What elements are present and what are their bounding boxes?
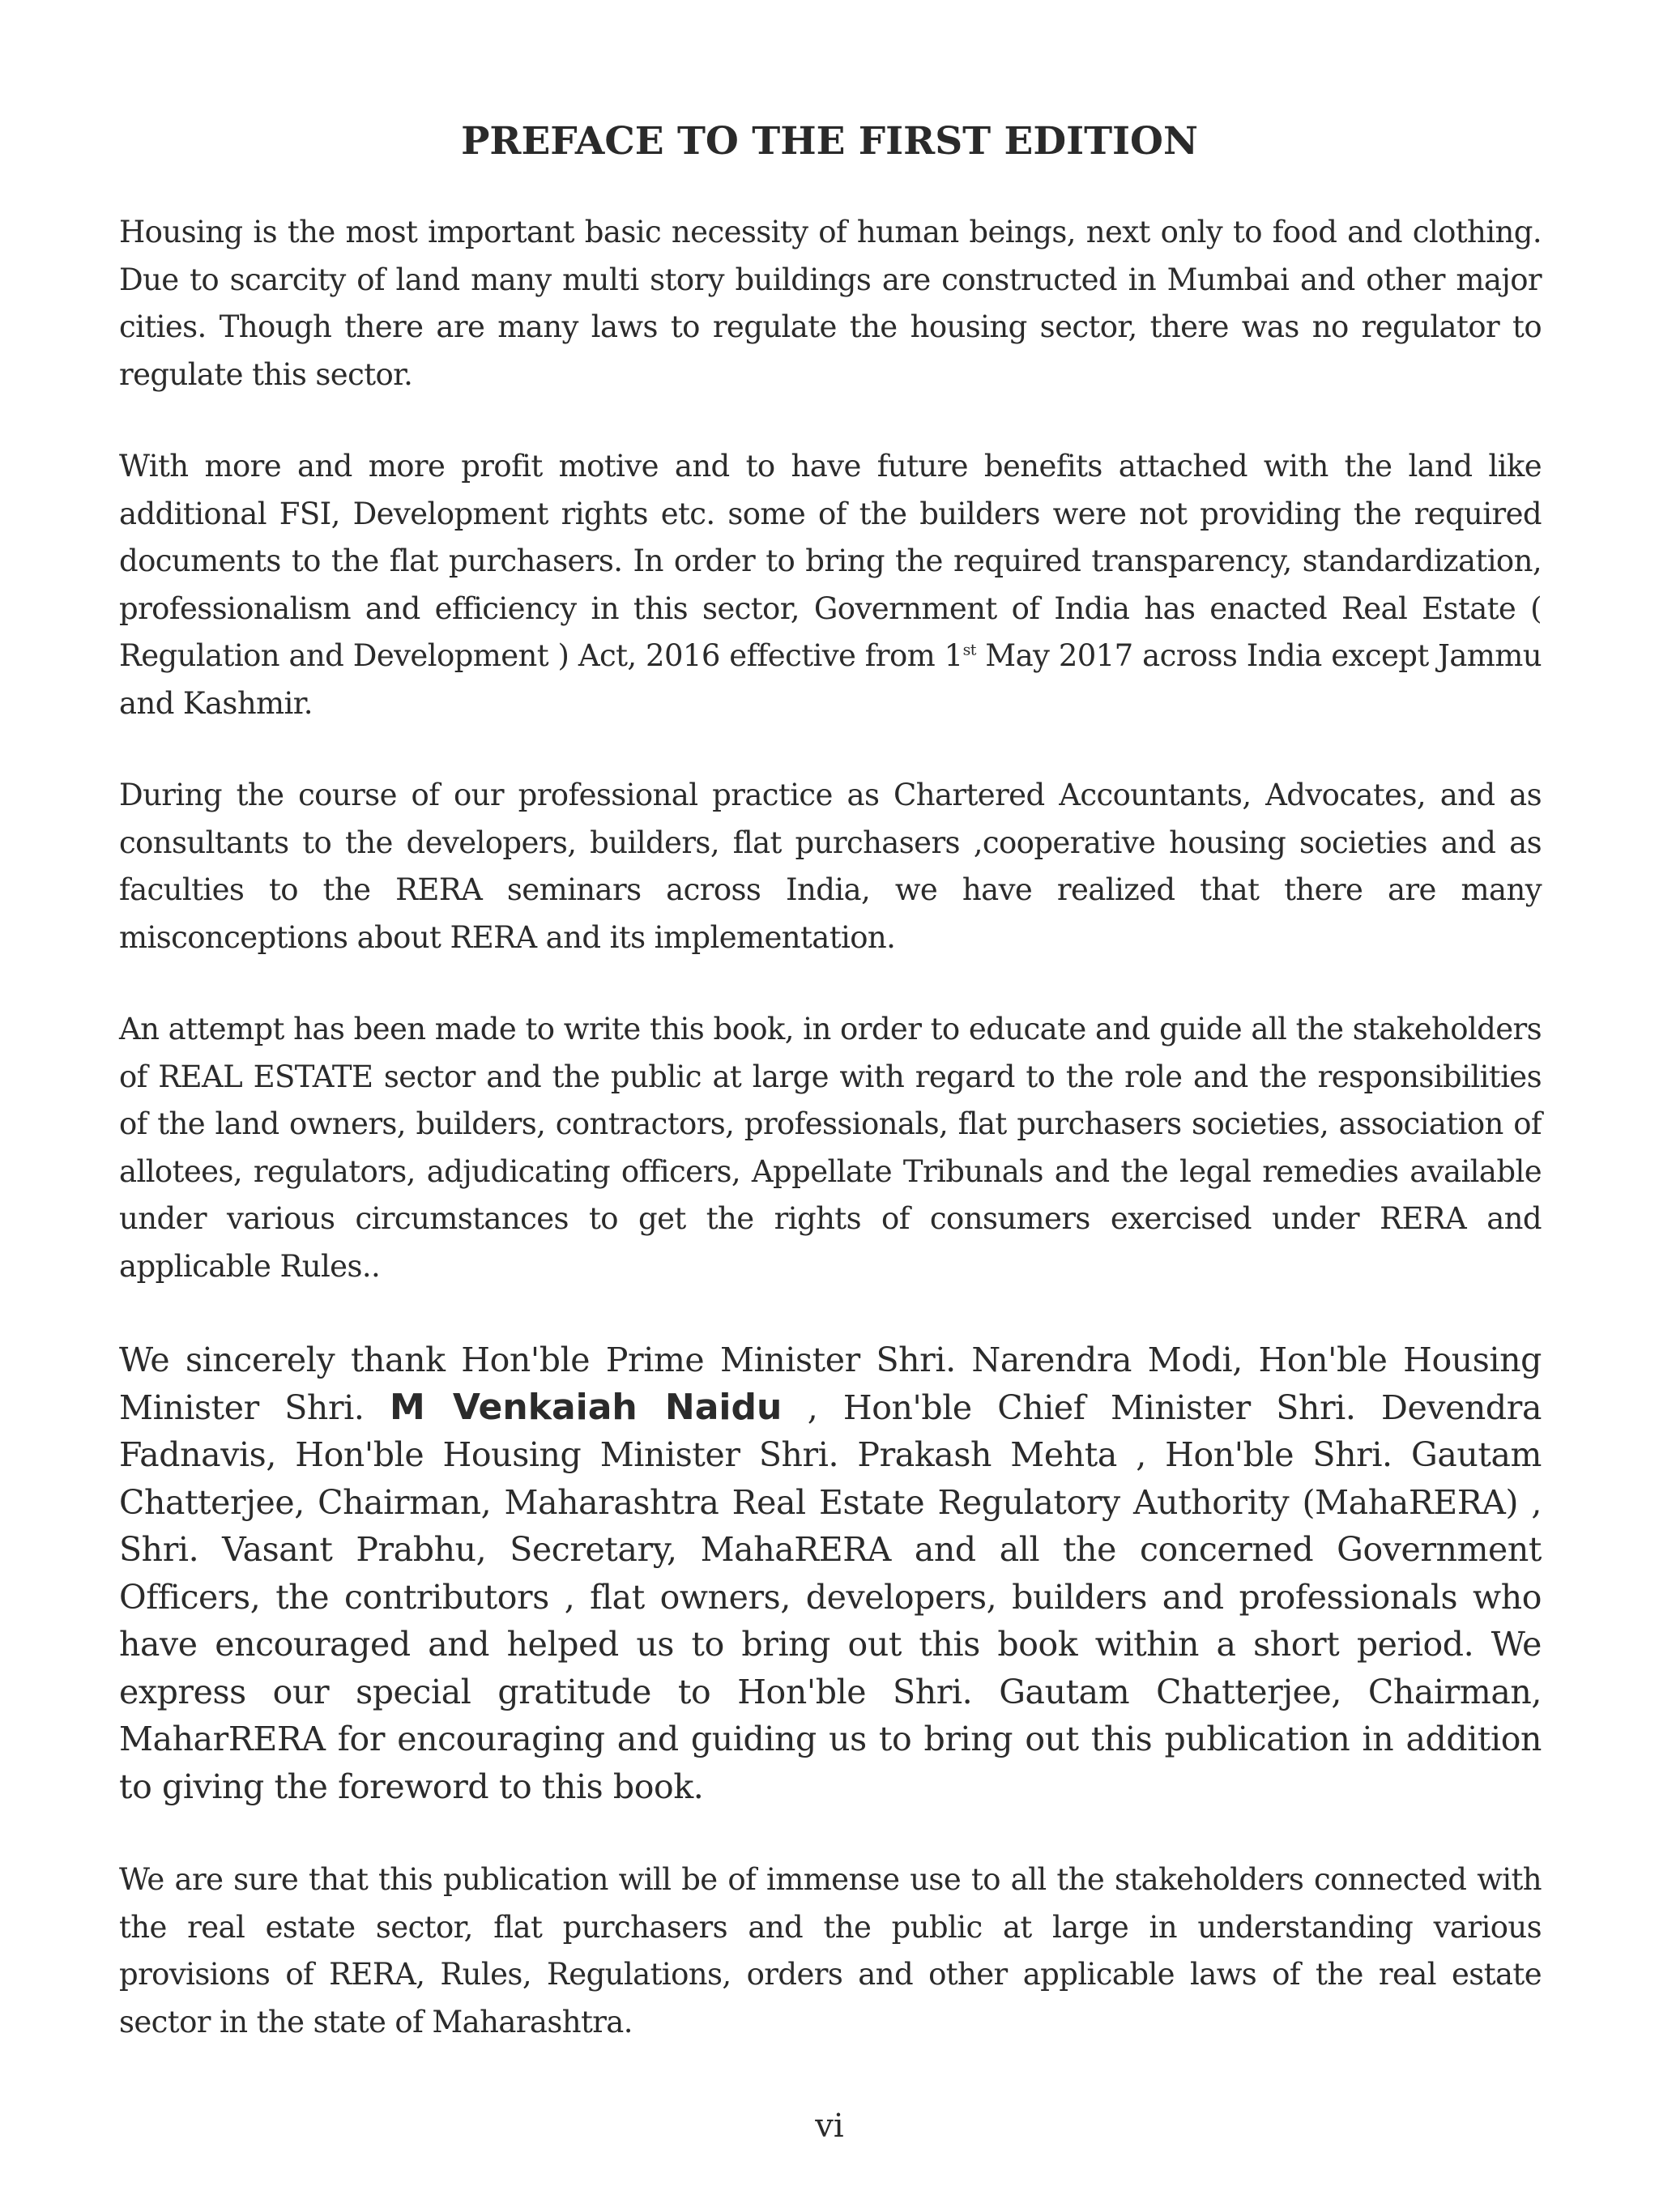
page-title: PREFACE TO THE FIRST EDITION: [461, 119, 1198, 164]
ordinal-superscript: st: [962, 641, 976, 659]
paragraph-housing-necessity: Housing is the most important basic necessity of human beings, next only to food and clothing. Due to scarcity of land many multi story buildings are constructed in Mumbai and other major cities. Though there are many laws to regulate the housing sector, there was no regulator to regulate this sector.: [119, 215, 1542, 392]
paragraph-acknowledgements-text-2: , Hon'ble Chief Minister Shri. Devendra Fadnavis, Hon'ble Housing Minister Shri. Prakash Mehta , Hon'ble Shri. Gautam Chatterjee, Chairman, Maharashtra Real Estate Regulatory Authority (MahaRERA) , Shri. Vasant Prabhu, Secretary, MahaRERA and all the concerned Government Officers, the contributors , flat owners, developers, builders and professionals who have encouraged and helped us to bring out this book within a short period. We express our special gratitude to Hon'ble Shri. Gautam Chatterjee, Chairman, MaharRERA for encouraging and guiding us to bring out this publication in addition to giving the foreword to this book.: [119, 1387, 1542, 1806]
page-number: vi: [815, 2108, 844, 2145]
paragraph-professional-practice: During the course of our professional practice as Chartered Accountants, Advocates, and as consultants to the developers, builders, flat purchasers ,cooperative housing societies and as faculties to the RERA seminars across India, we have realized that there are many misconceptions about RERA and its implementation.: [119, 778, 1542, 955]
paragraph-book-attempt: An attempt has been made to write this book, in order to educate and guide all the stakeholders of REAL ESTATE sector and the public at large with regard to the role and the responsibilities of the land owners, builders, contractors, professionals, flat purchasers societies, association of allotees, regulators, adjudicating officers, Appellate Tribunals and the legal remedies available under various circumstances to get the rights of consumers exercised under RERA and applicable Rules..: [119, 1012, 1542, 1284]
paragraph-rera-enactment-text-1: With more and more profit motive and to have future benefits attached with the land like additional FSI, Development rights etc. some of the builders were not providing the required documents to the flat purchasers. In order to bring the required transparency, standardization, professionalism and efficiency in this sector, Government of India has enacted Real Estate ( Regulation and Development ) Act, 2016 effective from 1: [119, 449, 1542, 673]
paragraph-publication-use: We are sure that this publication will be of immense use to all the stakeholders connected with the real estate sector, flat purchasers and the public at large in understanding various provisions of RERA, Rules, Regulations, orders and other applicable laws of the real estate sector in the state of Maharashtra.: [119, 1862, 1542, 2039]
paragraph-acknowledgements: [119, 1336, 1542, 1810]
preface-body: [119, 209, 1542, 2046]
paragraph-rera-enactment: [119, 443, 1542, 727]
highlighted-name: M Venkaiah Naidu: [389, 1386, 783, 1428]
paragraph-rera-enactment-text-2: May 2017 across India except Jammu and Kashmir.: [119, 638, 1542, 721]
paragraph-acknowledgements-text-1: We sincerely thank Hon'ble Prime Minister Shri. Narendra Modi, Hon'ble Housing Minister Shri.: [119, 1340, 1542, 1427]
